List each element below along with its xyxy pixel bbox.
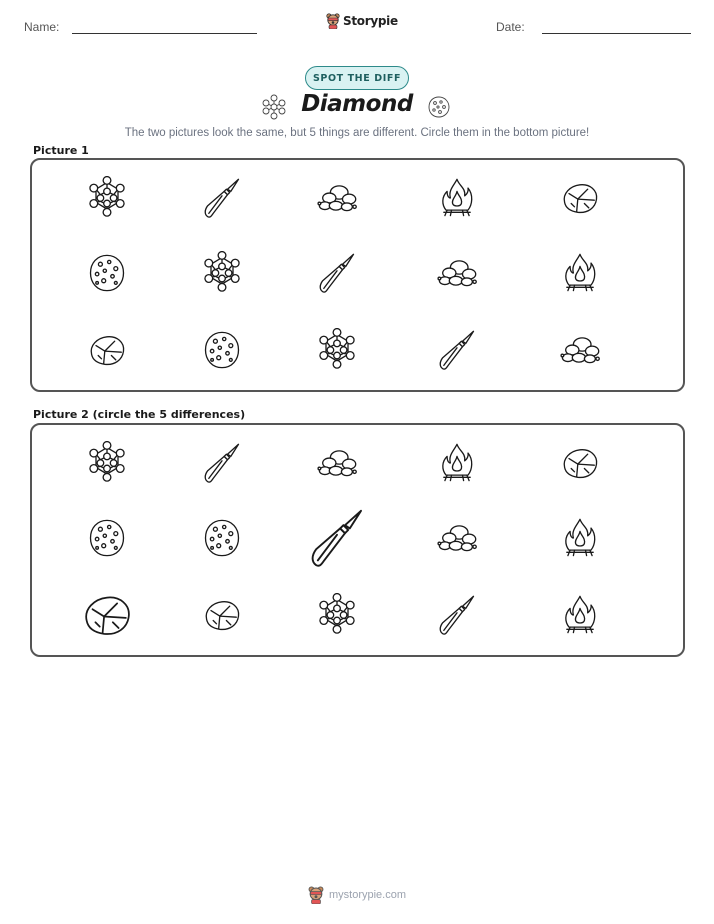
name-label: Name:: [24, 20, 60, 34]
carbon-molecule-icon: [85, 176, 129, 225]
gravel-stones-icon[interactable]: [315, 441, 359, 490]
pitted-rock-icon[interactable]: [85, 516, 129, 565]
carbon-molecule-icon: [315, 328, 359, 377]
bear-mascot-icon: [326, 13, 340, 29]
instructions: The two pictures look the same, but 5 things are different. Circle them in the bottom picture!: [124, 127, 590, 139]
pickaxe-tool-icon[interactable]: [200, 441, 244, 490]
pickaxe-tool-icon[interactable]: [435, 593, 479, 642]
footer-url[interactable]: mystorypie.com: [329, 889, 407, 901]
carbon-molecule-icon: [200, 251, 244, 300]
pickaxe-tool-icon: [435, 328, 479, 377]
rough-rock-icon[interactable]: [78, 586, 136, 649]
pitted-rock-icon: [427, 95, 451, 124]
brand-name: Storypie: [343, 14, 398, 28]
gravel-stones-icon[interactable]: [435, 516, 479, 565]
pitted-rock-icon: [200, 328, 244, 377]
name-line[interactable]: [72, 33, 257, 34]
pickaxe-tool-icon[interactable]: [305, 506, 369, 575]
footer: [308, 886, 406, 904]
carbon-molecule-icon[interactable]: [85, 441, 129, 490]
pitted-rock-icon[interactable]: [200, 516, 244, 565]
picture1-panel: [30, 158, 685, 392]
pickaxe-tool-icon: [315, 251, 359, 300]
activity-badge: SPOT THE DIFF: [305, 66, 409, 90]
fire-icon[interactable]: [558, 593, 602, 642]
picture1-label: Picture 1: [33, 144, 89, 157]
page-title: Diamond: [301, 91, 413, 117]
rough-rock-icon[interactable]: [558, 441, 602, 490]
picture2-label: Picture 2 (circle the 5 differences): [33, 408, 246, 421]
fire-icon[interactable]: [558, 516, 602, 565]
gravel-stones-icon: [435, 251, 479, 300]
carbon-molecule-icon[interactable]: [315, 593, 359, 642]
picture2-panel[interactable]: [30, 423, 685, 657]
date-line[interactable]: [542, 33, 691, 34]
fire-icon: [435, 176, 479, 225]
brand-logo: [326, 13, 398, 29]
gravel-stones-icon: [558, 328, 602, 377]
rough-rock-icon: [558, 176, 602, 225]
bear-mascot-icon: [308, 886, 324, 904]
rough-rock-icon[interactable]: [200, 593, 244, 642]
rough-rock-icon: [85, 328, 129, 377]
pitted-rock-icon: [85, 251, 129, 300]
carbon-molecule-icon: [260, 94, 288, 125]
date-label: Date:: [496, 20, 525, 34]
pickaxe-tool-icon: [200, 176, 244, 225]
fire-icon: [558, 251, 602, 300]
fire-icon[interactable]: [435, 441, 479, 490]
gravel-stones-icon: [315, 176, 359, 225]
